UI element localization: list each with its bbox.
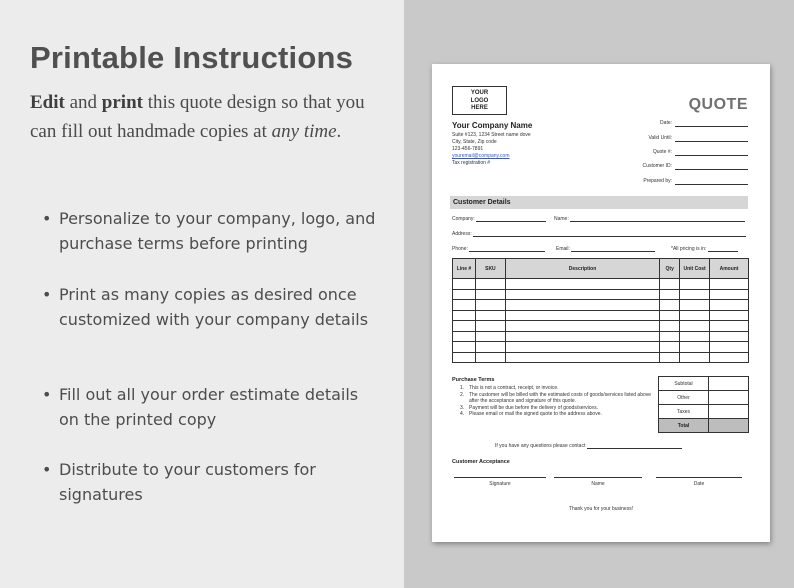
term-item xyxy=(460,392,656,405)
table-cell xyxy=(680,289,710,300)
meta-line xyxy=(675,155,748,156)
quote-sheet xyxy=(432,64,770,542)
intro-edit-word: Edit xyxy=(30,92,65,113)
table-cell xyxy=(505,331,659,342)
term-item xyxy=(460,411,656,418)
table-cell xyxy=(475,279,505,290)
contact-field-line xyxy=(587,444,682,449)
table-cell xyxy=(660,300,680,311)
table-cell xyxy=(475,321,505,332)
phone-field xyxy=(452,246,545,252)
table-cell xyxy=(710,289,749,300)
table-cell xyxy=(710,300,749,311)
address-line: City, State, Zip code xyxy=(452,139,497,145)
subtotal-label: Subtotal xyxy=(659,377,709,391)
total-row xyxy=(659,419,749,433)
table-cell xyxy=(505,310,659,321)
intro-print-word: print xyxy=(101,92,143,113)
signature-line: Signature xyxy=(454,477,546,487)
table-row xyxy=(453,310,749,321)
taxes-label: Taxes xyxy=(659,405,709,419)
meta-date xyxy=(602,120,748,128)
table-cell xyxy=(660,331,680,342)
field-label: Email: xyxy=(556,246,570,252)
col-unit-cost: Unit Cost xyxy=(680,259,710,279)
table-cell xyxy=(475,300,505,311)
table-cell xyxy=(680,321,710,332)
meta-label: Prepared by: xyxy=(643,178,672,184)
table-cell xyxy=(453,289,476,300)
table-cell xyxy=(505,321,659,332)
meta-prepared-by xyxy=(602,178,748,186)
pricing-field xyxy=(671,246,738,252)
company-name: Your Company Name xyxy=(452,121,533,130)
table-row xyxy=(453,331,749,342)
field-line xyxy=(570,217,745,222)
table-row xyxy=(453,279,749,290)
table-cell xyxy=(505,352,659,363)
contact-line xyxy=(495,443,682,449)
table-cell xyxy=(453,321,476,332)
intro-part-4: this quote design so that you can fill out handmade copies at xyxy=(30,92,365,142)
other-label: Other xyxy=(659,391,709,405)
col-sku: SKU xyxy=(475,259,505,279)
col-line: Line # xyxy=(453,259,476,279)
quote-title: QUOTE xyxy=(688,96,748,113)
subtotal-value xyxy=(709,377,749,391)
table-cell xyxy=(453,342,476,353)
field-line xyxy=(476,217,546,222)
name-line: Name xyxy=(554,477,642,487)
table-cell xyxy=(680,310,710,321)
table-cell xyxy=(475,331,505,342)
table-cell xyxy=(453,352,476,363)
instruction-item: • Personalize to your company, logo, and purchase terms before printing xyxy=(42,206,382,256)
col-qty: Qty xyxy=(660,259,680,279)
term-text: Please email or mail the signed quote to the address above. xyxy=(469,411,602,418)
meta-label: Customer ID: xyxy=(642,163,672,169)
table-cell xyxy=(710,310,749,321)
table-row xyxy=(453,289,749,300)
field-label: Address: xyxy=(452,231,472,237)
field-line xyxy=(473,232,746,237)
table-cell xyxy=(710,321,749,332)
meta-label: Valid Until: xyxy=(648,135,672,141)
table-cell xyxy=(475,342,505,353)
table-cell xyxy=(680,352,710,363)
customer-acceptance-title: Customer Acceptance xyxy=(452,459,510,465)
taxes-row xyxy=(659,405,749,419)
table-cell xyxy=(475,352,505,363)
field-line xyxy=(708,247,738,252)
term-item xyxy=(460,385,656,392)
term-number: 4. xyxy=(460,411,465,418)
other-row xyxy=(659,391,749,405)
address-line: Suite #123, 1234 Street name dove xyxy=(452,132,531,138)
table-cell xyxy=(505,279,659,290)
table-cell xyxy=(505,342,659,353)
logo-placeholder xyxy=(452,86,507,115)
table-cell xyxy=(680,300,710,311)
customer-details-header: Customer Details xyxy=(450,196,748,209)
table-cell xyxy=(710,352,749,363)
table-cell xyxy=(453,310,476,321)
table-cell xyxy=(660,289,680,300)
table-row xyxy=(453,352,749,363)
col-amount: Amount xyxy=(710,259,749,279)
meta-line xyxy=(675,184,748,185)
intro-text xyxy=(30,88,375,146)
meta-quote-number xyxy=(602,149,748,157)
table-row xyxy=(453,300,749,311)
table-cell xyxy=(505,300,659,311)
logo-line: HERE xyxy=(471,105,488,111)
name-field xyxy=(554,216,745,222)
field-label: Phone: xyxy=(452,246,468,252)
table-cell xyxy=(680,342,710,353)
table-cell xyxy=(710,279,749,290)
table-cell xyxy=(453,279,476,290)
purchase-terms-title: Purchase Terms xyxy=(452,377,495,383)
subtotal-row xyxy=(659,377,749,391)
field-label: Company: xyxy=(452,216,475,222)
table-row xyxy=(453,342,749,353)
logo-line: YOUR xyxy=(470,90,489,96)
address-field xyxy=(452,231,746,237)
taxes-value xyxy=(709,405,749,419)
totals-table xyxy=(658,376,749,433)
table-cell xyxy=(475,289,505,300)
purchase-terms-list xyxy=(460,385,656,418)
email-field xyxy=(556,246,655,252)
thank-you-note: Thank you for your business! xyxy=(568,506,634,512)
company-field xyxy=(452,216,546,222)
term-text: The customer will be billed with the estimated costs of goods/services listed above after the acceptance and signature of this quote. xyxy=(469,391,652,405)
table-header-row xyxy=(453,259,749,279)
table-cell xyxy=(660,342,680,353)
meta-valid-until xyxy=(602,135,748,143)
term-number: 1. xyxy=(460,385,465,391)
field-label: *All pricing is in: xyxy=(671,246,707,252)
table-cell xyxy=(660,321,680,332)
instruction-item: • Print as many copies as desired once customized with your company details xyxy=(42,282,382,332)
page-heading: Printable Instructions xyxy=(30,40,354,75)
instruction-item: • Fill out all your order estimate details on the printed copy xyxy=(42,382,382,432)
intro-period: . xyxy=(336,121,342,142)
other-value xyxy=(709,391,749,405)
table-cell xyxy=(680,331,710,342)
logo-line: LOGO xyxy=(470,97,489,104)
phone-line: 123-456-7891 xyxy=(452,146,484,152)
meta-line xyxy=(675,169,748,170)
meta-label: Date: xyxy=(660,120,672,126)
email-link[interactable]: youremail@company.com xyxy=(452,153,510,159)
term-item xyxy=(460,405,656,412)
term-number: 2. xyxy=(460,391,465,398)
table-cell xyxy=(660,279,680,290)
total-value xyxy=(709,419,749,433)
instruction-item: • Distribute to your customers for signatures xyxy=(42,457,382,507)
table-cell xyxy=(453,331,476,342)
contact-text: If you have any questions please contact xyxy=(495,443,586,449)
intro-part-2: and xyxy=(64,92,102,113)
table-cell xyxy=(710,342,749,353)
company-address xyxy=(452,132,531,167)
tax-line: Tax registration # xyxy=(452,160,491,166)
meta-line xyxy=(675,141,748,142)
term-text: Payment will be due before the delivery of goods/services. xyxy=(469,404,598,411)
meta-customer-id xyxy=(602,163,748,171)
table-cell xyxy=(660,352,680,363)
total-label: Total xyxy=(659,419,709,433)
table-row xyxy=(453,321,749,332)
line-items-table xyxy=(452,258,749,363)
field-label: Name: xyxy=(554,216,569,222)
field-line xyxy=(571,247,655,252)
meta-label: Quote #: xyxy=(652,149,672,155)
table-cell xyxy=(710,331,749,342)
field-line xyxy=(469,247,545,252)
table-cell xyxy=(505,289,659,300)
term-number: 3. xyxy=(460,404,465,411)
term-text: This is not a contract, receipt, or invoice. xyxy=(469,385,559,391)
intro-any-time: any time xyxy=(271,121,337,142)
date-line: Date xyxy=(656,477,742,487)
table-cell xyxy=(660,310,680,321)
table-cell xyxy=(680,279,710,290)
table-cell xyxy=(475,310,505,321)
table-cell xyxy=(453,300,476,311)
meta-line xyxy=(675,126,748,127)
col-description: Description xyxy=(505,259,659,279)
